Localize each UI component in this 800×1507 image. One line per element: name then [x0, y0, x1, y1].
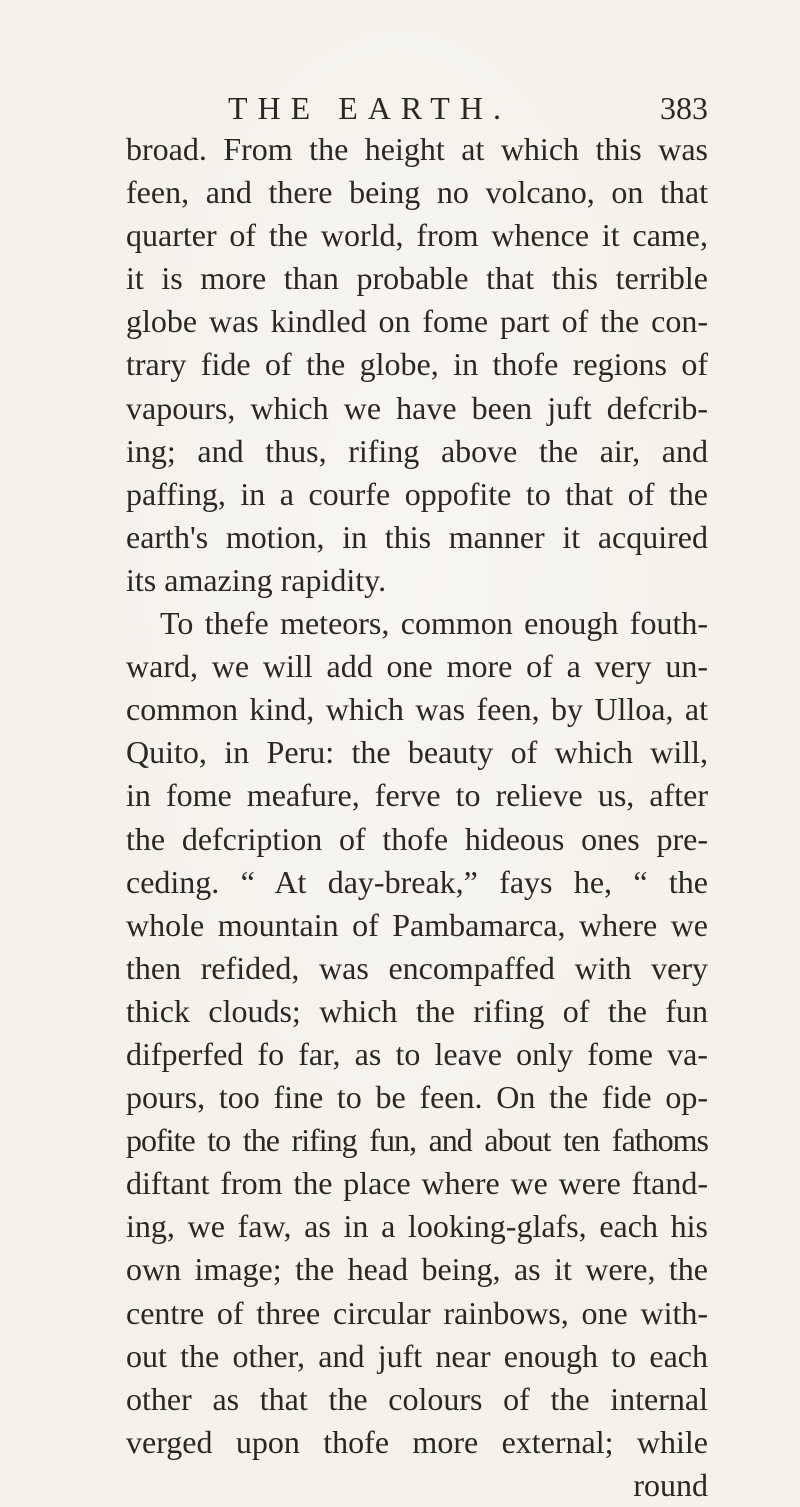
page-number: 383	[660, 90, 708, 126]
text-line: thick clouds; which the rifing of the fun	[126, 992, 708, 1029]
text-line: vapours, which we have been juft defcrib-	[126, 389, 708, 426]
text-line: own image; the head being, as it were, the	[126, 1251, 708, 1288]
text-line: paffing, in a courfe oppofite to that of the	[126, 475, 708, 512]
text-line: ward, we will add one more of a very un-	[126, 648, 708, 685]
running-head: THE EARTH.	[228, 90, 511, 126]
text-line: other as that the colours of the internal	[126, 1380, 708, 1417]
text-line: pours, too fine to be feen. On the fide op-	[126, 1079, 708, 1116]
text-line: Quito, in Peru: the beauty of which will,	[126, 734, 708, 771]
text-line: earth's motion, in this manner it acquired	[126, 518, 708, 555]
text-line: ing; and thus, rifing above the air, and	[126, 432, 708, 469]
catchword: round	[633, 1466, 708, 1503]
page-header	[228, 88, 708, 128]
body-text	[126, 128, 708, 1507]
text-line: common kind, which was feen, by Ulloa, at	[126, 691, 708, 728]
text-line: trary fide of the globe, in thofe regions of	[126, 346, 708, 383]
paragraph-start-line: To thefe meteors, common enough fouth-	[160, 605, 708, 642]
text-line: centre of three circular rainbows, one with-	[126, 1294, 708, 1331]
text-line: quarter of the world, from whence it came,	[126, 217, 708, 254]
text-line: diftant from the place where we were ftand-	[126, 1165, 708, 1202]
text-line: it is more than probable that this terrible	[126, 260, 708, 297]
text-line: then refided, was encompaffed with very	[126, 949, 708, 986]
text-line: verged upon thofe more external; while	[126, 1423, 708, 1460]
text-line: out the other, and juft near enough to each	[126, 1337, 708, 1374]
text-line: globe was kindled on fome part of the con-	[126, 303, 708, 340]
text-line: whole mountain of Pambamarca, where we	[126, 906, 708, 943]
text-line: ceding. “ At day-break,” fays he, “ the	[126, 863, 708, 900]
text-line: the defcription of thofe hideous ones pre-	[126, 820, 708, 857]
text-line: broad. From the height at which this was	[126, 131, 708, 167]
text-line: feen, and there being no volcano, on that	[126, 174, 708, 211]
text-line: ing, we faw, as in a looking-glafs, each his	[126, 1208, 708, 1245]
text-line: pofite to the rifing fun, and about ten fathoms	[126, 1122, 708, 1159]
text-line: difperfed fo far, as to leave only fome va-	[126, 1035, 708, 1072]
text-line: in fome meafure, ferve to relieve us, after	[126, 777, 708, 814]
paragraph-end-line: its amazing rapidity.	[126, 561, 387, 598]
